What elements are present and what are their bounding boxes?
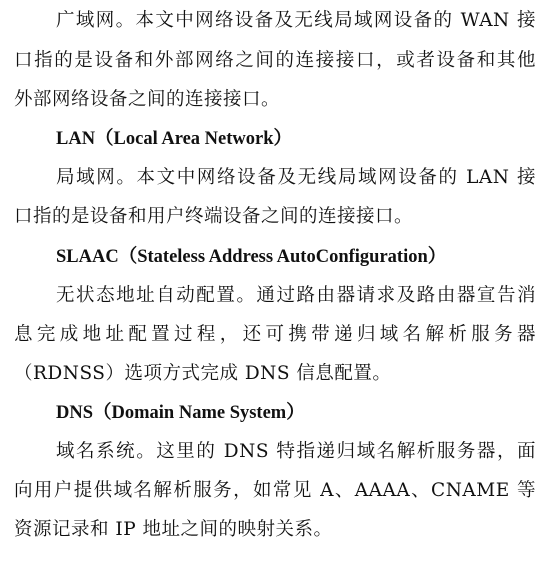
slaac-definition-line-2: 息完成地址配置过程，还可携带递归域名解析服务器 (14, 324, 536, 345)
dns-definition-line-1: 域名系统。这里的 DNS 特指递归域名解析服务器，面 (56, 441, 536, 462)
term-lan-heading: LAN（Local Area Network） (56, 129, 293, 149)
lan-definition-line-1: 局域网。本文中网络设备及无线局域网设备的 LAN 接 (56, 167, 536, 188)
slaac-definition-line-3: （RDNSS）选项方式完成 DNS 信息配置。 (14, 363, 392, 384)
lan-definition-line-2: 口指的是设备和用户终端设备之间的连接接口。 (14, 206, 414, 227)
slaac-definition-line-1: 无状态地址自动配置。通过路由器请求及路由器宣告消 (56, 285, 536, 306)
wan-definition-line-1: 广域网。本文中网络设备及无线局域网设备的 WAN 接 (56, 10, 536, 31)
term-dns-heading: DNS（Domain Name System） (56, 403, 305, 423)
dns-definition-line-2: 向用户提供域名解析服务，如常见 A、AAAA、CNAME 等 (14, 480, 536, 501)
wan-definition-line-3: 外部网络设备之间的连接接口。 (14, 89, 281, 110)
term-slaac-heading: SLAAC（Stateless Address AutoConfiguration） (56, 247, 447, 267)
wan-definition-line-2: 口指的是设备和外部网络之间的连接接口，或者设备和其他 (14, 50, 536, 71)
dns-definition-line-3: 资源记录和 IP 地址之间的映射关系。 (14, 519, 333, 540)
